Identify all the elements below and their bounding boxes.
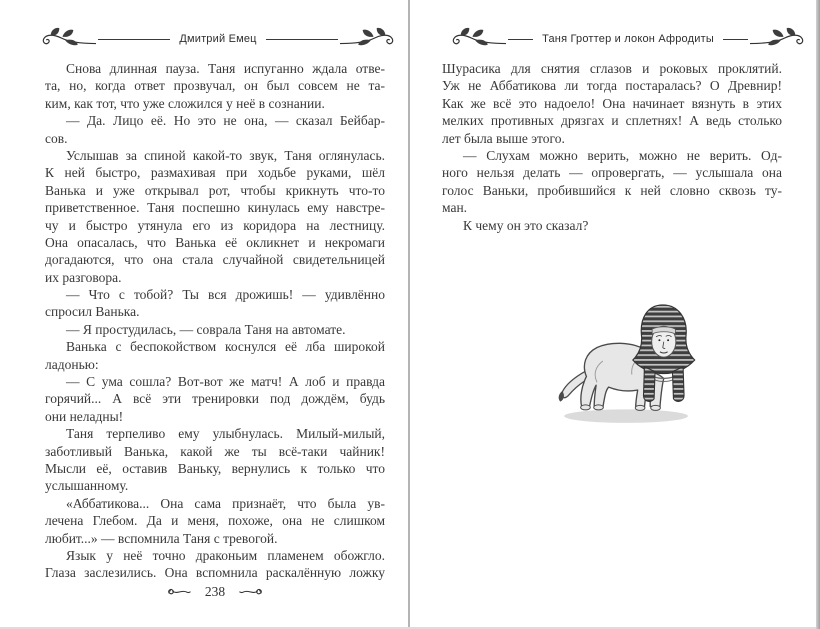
text-line: К чему он это сказал? [463,217,589,233]
text-line: догадаются, что она стала случайной свидетельницей [45,252,385,268]
right-page-text [442,60,782,234]
author-header: Дмитрий Емец [179,33,257,45]
text-line: Снова длинная пауза. Таня испуганно ждала отве- [66,61,385,76]
text-line: та, но, когда ответ прозвучал, он был совсем не та- [45,78,385,94]
head-rule [723,39,748,40]
text-line: услышанному. [45,478,129,494]
text-line: Мысли её, оставив Ваньку, вернулись к только что [45,460,385,476]
text-line: лечена Глебом. Да и меня, похоже, она не слишком [45,513,385,529]
right-page [410,0,816,629]
text-line: ного нельзя делать — опровергать, — услышала она [442,165,782,181]
text-line: они неладны! [45,408,124,424]
text-line: — С ума сошла? Вот-вот же матч! А лоб и правда [66,374,385,390]
vine-flourish-icon [340,26,398,52]
text-line: — Да. Лицо её. Но это не она, — сказал Бейбар- [66,113,385,129]
left-page [0,0,408,629]
text-line: К ней быстро, размахивая при ходьбе руками, шёл [45,165,385,181]
page-number: 238 [204,584,226,599]
window-right-edge [816,0,820,629]
text-line: — Что с тобой? Ты вся дрожишь! — удивлённо [66,287,385,303]
text-line: заботливый Ванька, какой же ты всё-таки чайник! [45,443,385,459]
text-line: голос Ваньки, пробившийся к ней словно сквозь ту- [442,182,782,198]
text-line: ладонью: [45,356,99,372]
vine-flourish-icon [750,26,808,52]
text-line: Язык у неё точно драконьим пламенем обожгло. [66,547,385,563]
right-running-head [448,27,808,51]
text-line: их разговора. [45,269,122,285]
head-rule [98,39,170,40]
text-line: чу и быстро утянула его из коридора на лестницу. [45,217,385,233]
folio-swirl-icon [238,587,265,598]
left-page-text [45,60,385,582]
text-line: — Слухам можно верить, можно не верить. Од- [463,147,782,163]
text-line: Она опасалась, что Ванька её окликнет и некромаги [45,234,385,250]
text-line: приветственное. Таня поспешно кинулась ему навстре- [45,200,385,216]
text-line: сов. [45,130,68,146]
vine-flourish-icon [38,26,96,52]
head-rule [508,39,533,40]
book-title-header: Таня Гроттер и локон Афродиты [542,33,714,45]
text-line: Таня терпеливо ему улыбнулась. Милый-милый, [66,426,385,442]
text-line: Ванька и уже открывал рот, чтобы крикнуть что-то [45,182,385,198]
head-rule [266,39,338,40]
text-line: Уж не Аббатикова ли тогда постаралась? О Древнир! [442,78,782,94]
vine-flourish-icon [448,26,506,52]
text-line: лет была выше этого. [442,130,565,146]
text-line: ман. [442,200,468,216]
text-line: Как же всё это надоело! Она начинает вязнуть в этих [442,95,782,111]
page-gutter-divider [408,0,410,629]
text-line: ким, как тот, что уже сложился у неё в сознании. [45,95,325,111]
sphinx-illustration [541,292,715,430]
text-line: горячий... А всё эти тренировки под дождём, будь [45,391,385,407]
text-line: спросил Ванька. [45,304,140,320]
text-line: «Аббатикова... Она сама признаёт, что была ув- [66,495,385,511]
text-line: Шурасика для снятия сглазов и роковых проклятий. [442,61,782,76]
folio-swirl-icon [165,587,192,598]
text-line: любит...» — вспомнила Таня с тревогой. [45,530,278,546]
text-line: Глаза заслезились. Она вспомнила раскалённую ложку [45,565,385,581]
left-running-head [38,27,398,51]
text-line: Ванька с беспокойством коснулся её лба широкой [66,339,385,355]
text-line: Услышав за спиной какой-то звук, Таня оглянулась. [66,147,385,163]
text-line: — Я простудилась, — соврала Таня на автомате. [66,321,346,337]
text-line: мелких противных дрязгах и сплетнях! А ведь столько [442,113,782,129]
page-folio [45,584,385,600]
